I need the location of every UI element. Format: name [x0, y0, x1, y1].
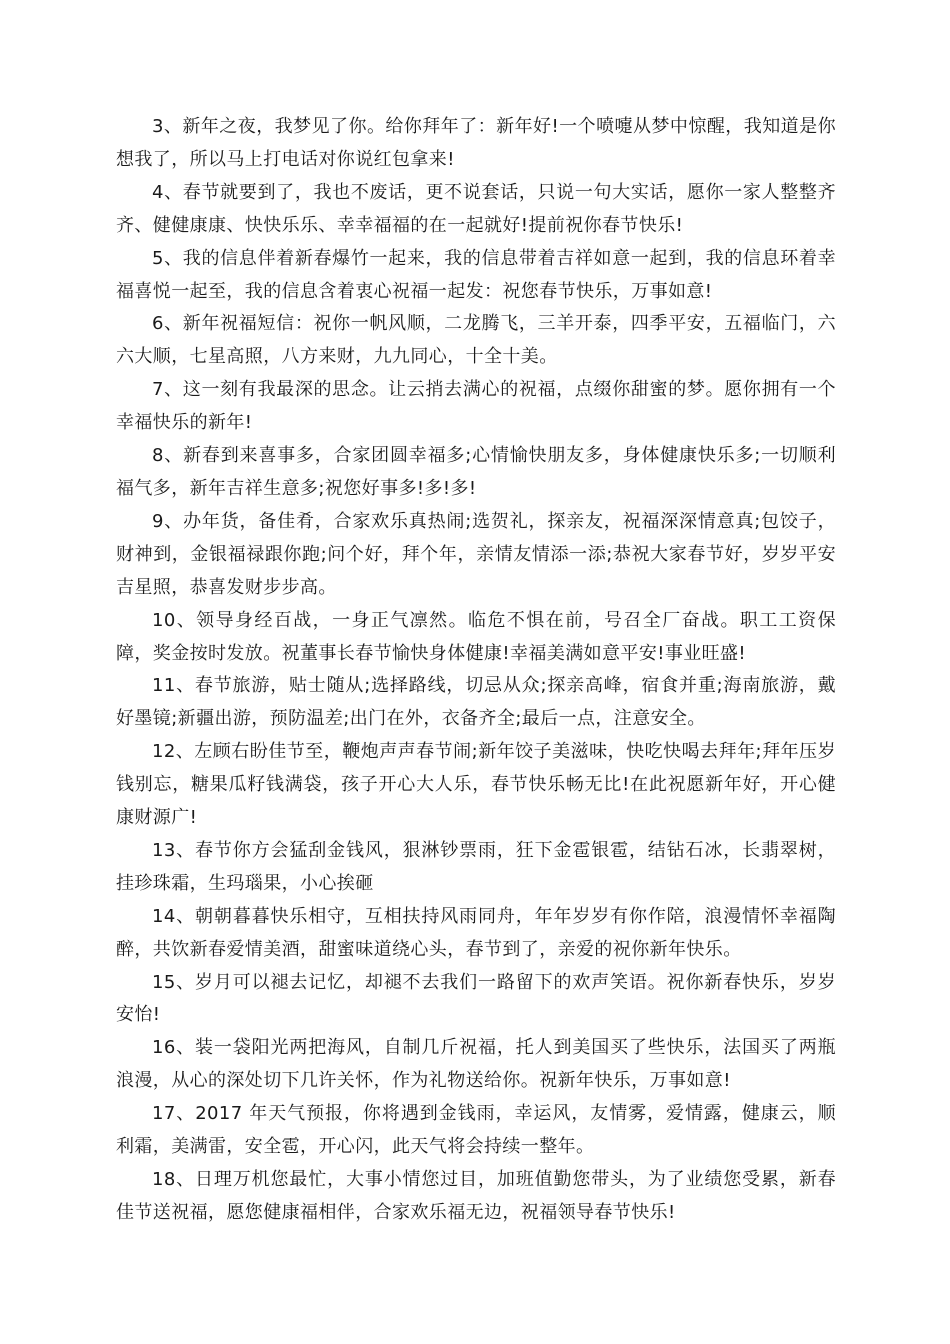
paragraph-13: 13、春节你方会猛刮金钱风，狠淋钞票雨，狂下金雹银雹，结钻石冰，长翡翠树，挂珍珠霜，生玛瑙果，小心挨砸 — [116, 839, 836, 894]
paragraph-5: 5、我的信息伴着新春爆竹一起来，我的信息带着吉祥如意一起到，我的信息环着幸福喜悦一起至，我的信息含着衷心祝福一起发：祝您春节快乐，万事如意! — [116, 247, 836, 302]
paragraph-9: 9、办年货，备佳肴，合家欢乐真热闹;选贺礼，探亲友，祝福深深情意真;包饺子，财神到，金银福禄跟你跑;问个好，拜个年，亲情友情添一添;恭祝大家春节好，岁岁平安吉星照，恭喜发财步步高。 — [116, 510, 836, 598]
document-page — [116, 111, 836, 1230]
paragraph-17: 17、2017 年天气预报，你将遇到金钱雨，幸运风，友情雾，爱情露，健康云，顺利霜，美满雷，安全雹，开心闪，此天气将会持续一整年。 — [116, 1103, 836, 1158]
paragraph-12: 12、左顾右盼佳节至，鞭炮声声春节闹;新年饺子美滋味，快吃快喝去拜年;拜年压岁钱别忘，糖果瓜籽钱满袋，孩子开心大人乐，春节快乐畅无比!在此祝愿新年好，开心健康财源广! — [116, 741, 836, 829]
paragraph-8: 8、新春到来喜事多，合家团圆幸福多;心情愉快朋友多，身体健康快乐多;一切顺利福气多，新年吉祥生意多;祝您好事多!多!多! — [116, 445, 836, 499]
paragraph-18: 18、日理万机您最忙，大事小情您过目，加班值勤您带头，为了业绩您受累，新春佳节送祝福，愿您健康福相伴，合家欢乐福无边，祝福领导春节快乐! — [116, 1169, 836, 1223]
paragraph-11: 11、春节旅游，贴士随从;选择路线，切忌从众;探亲高峰，宿食并重;海南旅游，戴好墨镜;新疆出游，预防温差;出门在外，衣备齐全;最后一点，注意安全。 — [116, 675, 836, 730]
paragraph-10: 10、领导身经百战，一身正气凛然。临危不惧在前，号召全厂奋战。职工工资保障，奖金按时发放。祝董事长春节愉快身体健康!幸福美满如意平安!事业旺盛! — [116, 609, 836, 664]
paragraph-6: 6、新年祝福短信：祝你一帆风顺，二龙腾飞，三羊开泰，四季平安，五福临门，六六大顺，七星高照，八方来财，九九同心，十全十美。 — [116, 313, 836, 368]
paragraph-16: 16、装一袋阳光两把海风，自制几斤祝福，托人到美国买了些快乐，法国买了两瓶浪漫，从心的深处切下几许关怀，作为礼物送给你。祝新年快乐，万事如意! — [116, 1037, 836, 1092]
paragraph-14: 14、朝朝暮暮快乐相守，互相扶持风雨同舟，年年岁岁有你作陪，浪漫情怀幸福陶醉，共饮新春爱情美酒，甜蜜味道绕心头，春节到了，亲爱的祝你新年快乐。 — [116, 905, 836, 960]
paragraph-3: 3、新年之夜，我梦见了你。给你拜年了：新年好!一个喷嚏从梦中惊醒，我知道是你想我了，所以马上打电话对你说红包拿来! — [116, 116, 836, 170]
paragraph-15: 15、岁月可以褪去记忆，却褪不去我们一路留下的欢声笑语。祝你新春快乐，岁岁安怡! — [116, 971, 836, 1026]
paragraph-4: 4、春节就要到了，我也不废话，更不说套话，只说一句大实话，愿你一家人整整齐齐、健健康康、快快乐乐、幸幸福福的在一起就好!提前祝你春节快乐! — [116, 181, 836, 236]
paragraph-7: 7、这一刻有我最深的思念。让云捎去满心的祝福，点缀你甜蜜的梦。愿你拥有一个幸福快乐的新年! — [116, 379, 836, 434]
